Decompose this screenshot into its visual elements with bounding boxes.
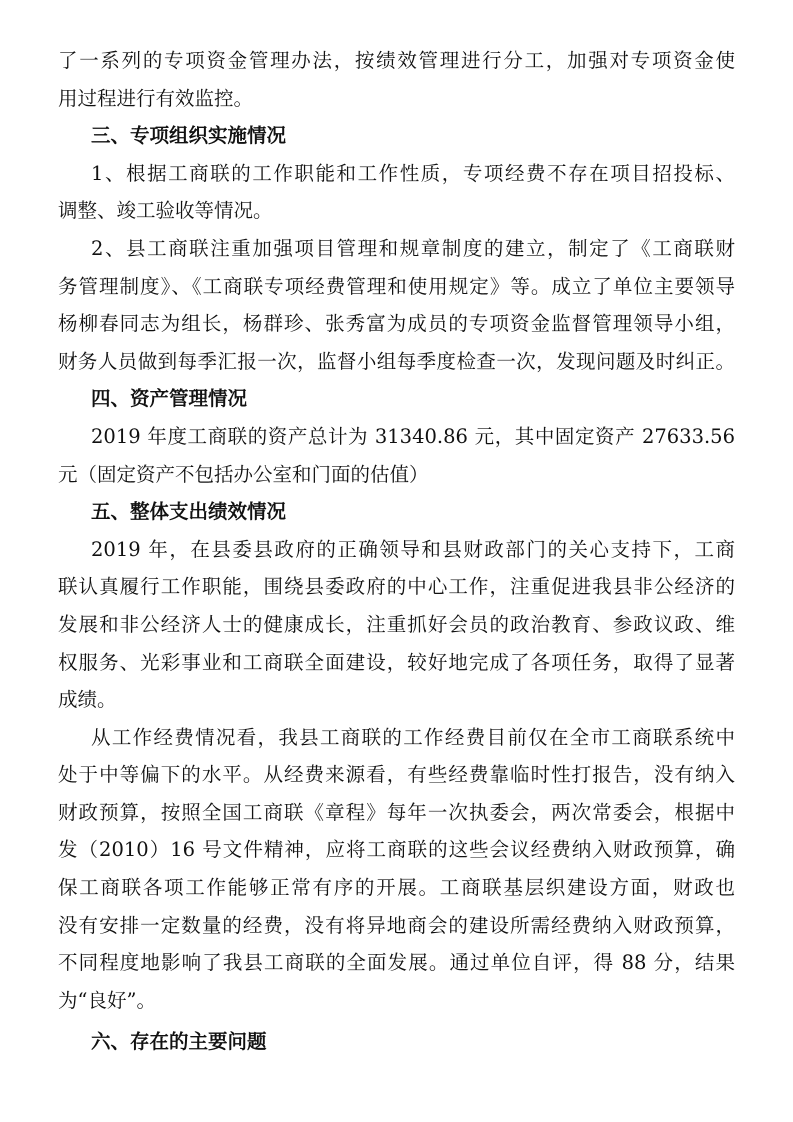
body-line: 成绩。 [58,688,117,712]
body-line: 杨柳春同志为组长，杨群珍、张秀富为成员的专项资金监督管理领导小组， [58,312,735,336]
body-line: 为“良好”。 [58,988,156,1012]
body-line: 保工商联各项工作能够正常有序的开展。工商联基层织建设方面，财政也 [58,876,735,900]
body-line: 发展和非公经济人士的健康成长，注重抓好会员的政治教育、参政议政、维 [58,612,735,636]
body-line: 权服务、光彩事业和工商联全面建设，较好地完成了各项任务，取得了显著 [58,650,735,674]
body-line: 财政预算，按照全国工商联《章程》每年一次执委会，两次常委会，根据中 [58,800,735,824]
body-line: 务管理制度》、《工商联专项经费管理和使用规定》等。成立了单位主要领导 [58,274,735,298]
body-line: 联认真履行工作职能，围绕县委政府的中心工作，注重促进我县非公经济的 [58,575,735,599]
section-heading: 五、整体支出绩效情况 [91,500,287,524]
section-heading: 四、资产管理情况 [91,387,248,411]
section-heading: 六、存在的主要问题 [91,1030,267,1054]
body-line: 了一系列的专项资金管理办法，按绩效管理进行分工，加强对专项资金使 [58,49,735,72]
body-line: 不同程度地影响了我县工商联的全面发展。通过单位自评，得 88 分，结果 [58,951,735,975]
body-line: 用过程进行有效监控。 [58,86,254,110]
body-line: 2019 年，在县委县政府的正确领导和县财政部门的关心支持下，工商 [91,537,735,561]
body-line: 2、县工商联注重加强项目管理和规章制度的建立，制定了《工商联财 [91,236,735,260]
body-line: 处于中等偏下的水平。从经费来源看，有些经费靠临时性打报告，没有纳入 [58,763,735,787]
body-line: 1、根据工商联的工作职能和工作性质，专项经费不存在项目招投标、 [91,161,735,185]
body-line: 财务人员做到每季汇报一次，监督小组每季度检查一次，发现问题及时纠正。 [58,349,735,373]
section-heading: 三、专项组织实施情况 [91,124,287,148]
body-line: 没有安排一定数量的经费，没有将异地商会的建设所需经费纳入财政预算， [58,913,735,937]
body-line: 发（2010）16 号文件精神，应将工商联的这些会议经费纳入财政预算，确 [58,838,735,862]
body-line: 元（固定资产不包括办公室和门面的估值） [58,462,429,486]
body-line: 2019 年度工商联的资产总计为 31340.86 元，其中固定资产 27633.56 [91,424,735,448]
body-line: 从工作经费情况看，我县工商联的工作经费目前仅在全市工商联系统中 [91,725,735,749]
body-line: 调整、竣工验收等情况。 [58,199,273,223]
